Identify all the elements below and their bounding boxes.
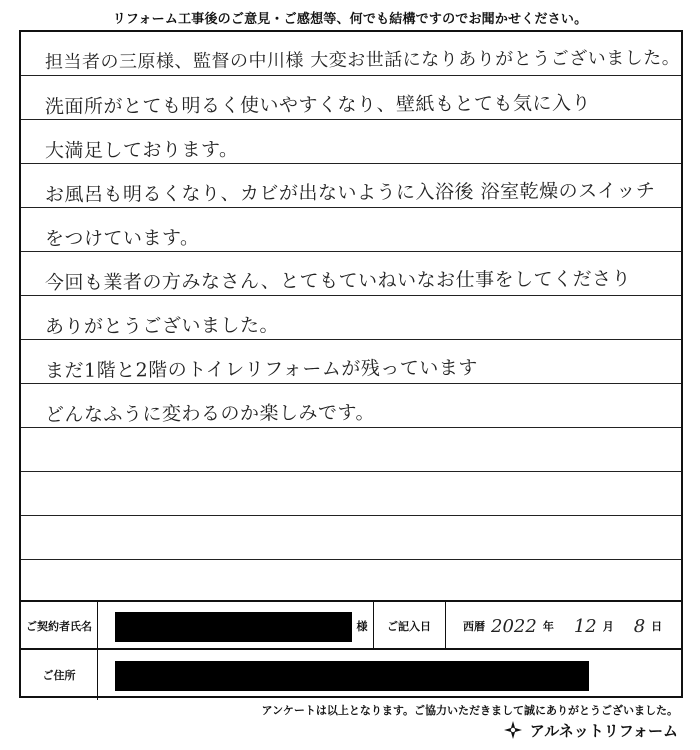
ruled-line <box>21 383 681 384</box>
ruled-line <box>21 75 681 76</box>
survey-prompt: リフォーム工事後のご意見・ご感想等、何でも結構ですのでお聞かせください。 <box>112 12 588 27</box>
contractor-label: ご契約者氏名 <box>26 620 92 633</box>
redacted-name <box>115 612 352 642</box>
brand-mark-icon <box>502 719 524 741</box>
comment-line: 洗面所がとても明るく使いやすくなり、壁紙もとても気に入り <box>44 92 592 118</box>
ruled-line <box>21 207 681 208</box>
day-label: 日 <box>651 620 663 633</box>
cell-divider <box>97 650 98 700</box>
address-row <box>21 648 681 700</box>
ruled-line <box>21 339 681 340</box>
ruled-line <box>21 251 681 252</box>
month-label: 月 <box>602 620 614 633</box>
era-label: 西暦 <box>463 620 485 633</box>
comment-line: ありがとうございました。 <box>44 314 280 338</box>
redacted-address <box>115 661 589 691</box>
comment-line: お風呂も明るくなり、カビが出ないように入浴後 浴室乾燥のスイッチ <box>44 179 656 206</box>
comment-area <box>21 32 681 600</box>
ruled-line <box>21 119 681 120</box>
entry-date-label: ご記入日 <box>387 620 431 633</box>
comment-line: まだ1階と2階のトイレリフォームが残っています <box>44 356 478 382</box>
entry-date-field <box>463 602 683 650</box>
comment-line: 今回も業者の方みなさん、とてもていねいなお仕事をしてくださり <box>44 267 632 294</box>
year-value: 2022 <box>491 615 537 637</box>
year-label: 年 <box>542 620 554 633</box>
ruled-line <box>21 427 681 428</box>
brand-logo <box>502 719 678 741</box>
cell-divider <box>445 602 446 650</box>
honorific-label: 様 <box>356 620 368 633</box>
ruled-line <box>21 559 681 560</box>
comment-line: をつけています。 <box>44 226 200 250</box>
footer-note: アンケートは以上となります。ご協力いただきまして誠にありがとうございました。 <box>261 704 678 717</box>
comment-line: 大満足しております。 <box>44 138 239 162</box>
day-value: 8 <box>633 615 646 637</box>
month-value: 12 <box>573 615 597 637</box>
address-label: ご住所 <box>42 669 76 682</box>
ruled-line <box>21 515 681 516</box>
cell-divider <box>97 602 98 650</box>
ruled-line <box>21 295 681 296</box>
ruled-line <box>21 471 681 472</box>
contractor-row <box>21 600 681 650</box>
survey-form <box>19 30 683 698</box>
comment-line: どんなふうに変わるのか楽しみです。 <box>44 401 376 426</box>
comment-line: 担当者の三原様、監督の中川様 大変お世話になりありがとうございました。 <box>44 47 681 73</box>
ruled-line <box>21 163 681 164</box>
brand-name: アルネットリフォーム <box>529 721 678 740</box>
